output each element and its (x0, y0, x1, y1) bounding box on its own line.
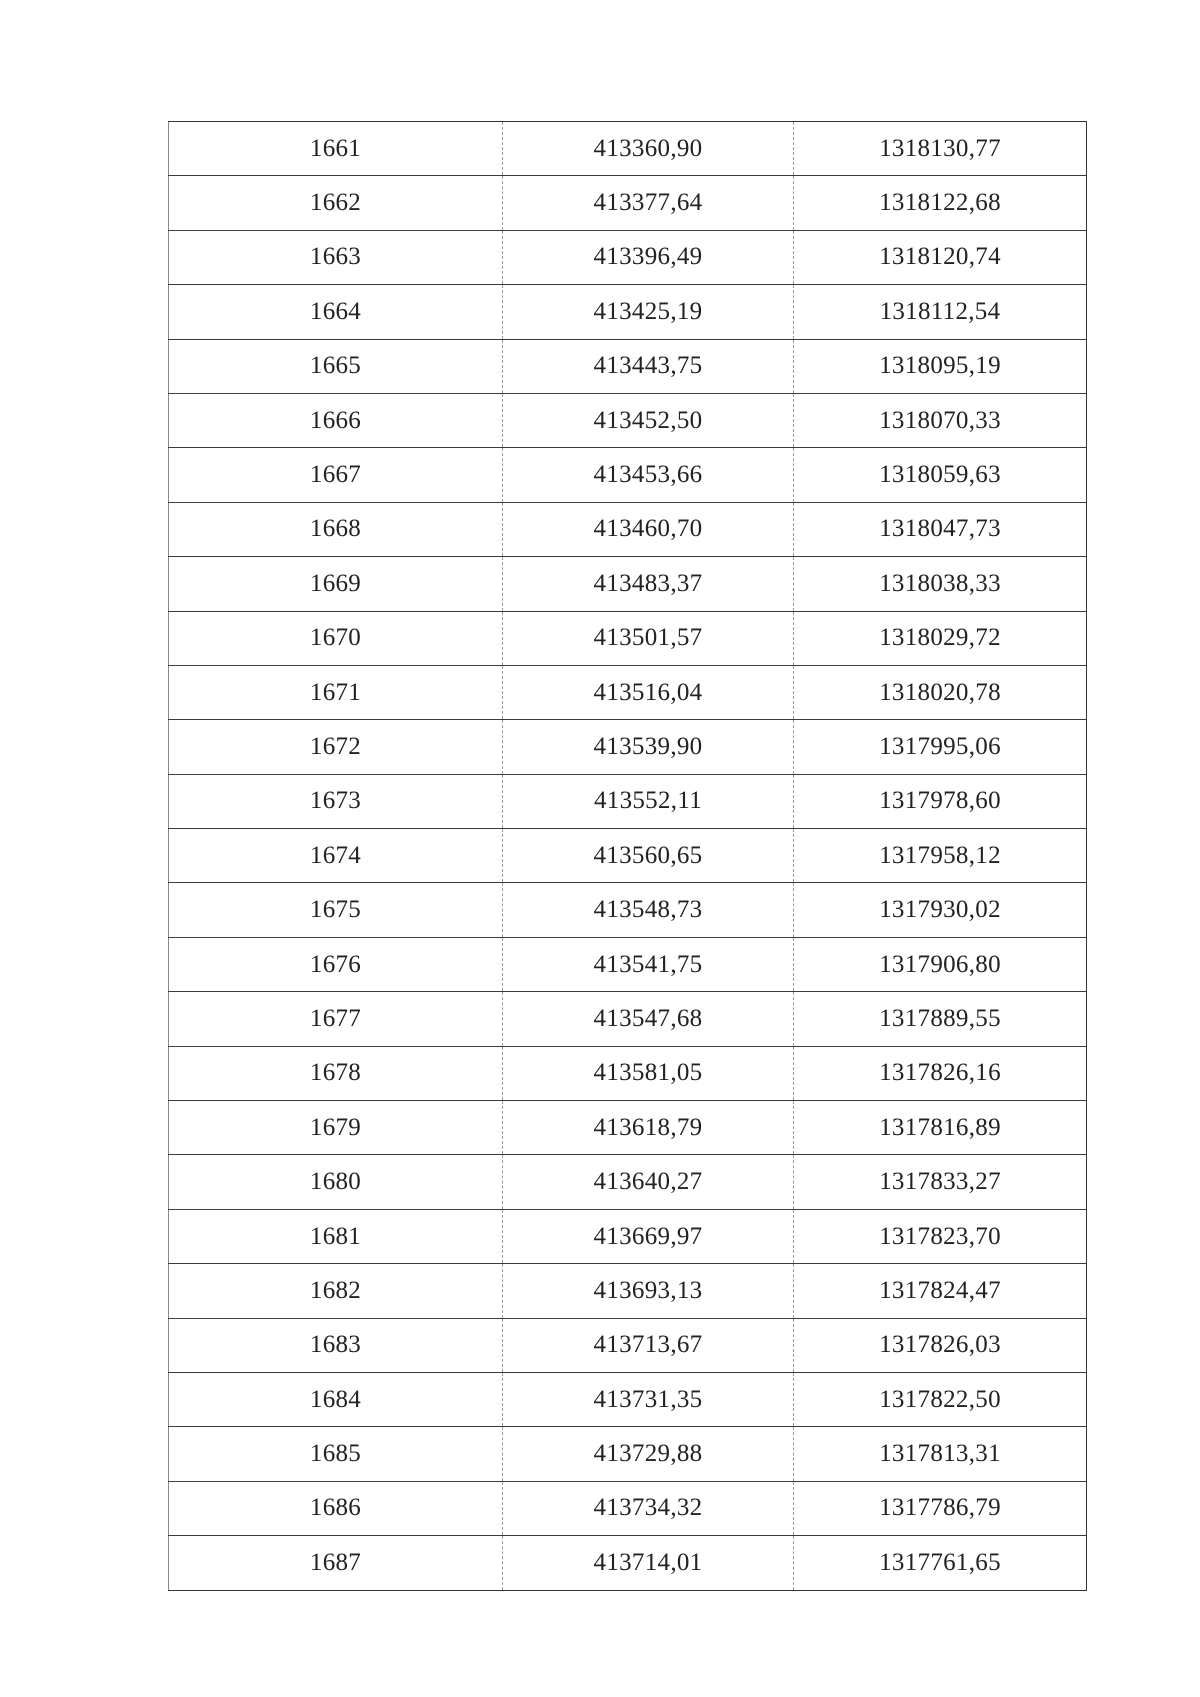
y-coordinate-cell: 1317995,06 (794, 720, 1087, 774)
point-number-cell: 1687 (309, 1548, 362, 1576)
y-coordinate-cell: 1318095,19 (794, 339, 1087, 393)
x-coordinate-cell: 413453,66 (503, 448, 794, 502)
point-number-cell: 1667 (169, 448, 503, 502)
table-row (169, 557, 1087, 611)
x-coordinate-cell: 413360,90 (503, 122, 794, 176)
point-number-cell: 1684 (169, 1372, 503, 1426)
y-coordinate-cell: 1318038,33 (794, 557, 1087, 611)
x-coordinate-cell: 413731,35 (503, 1372, 794, 1426)
table-row (169, 122, 1087, 176)
table-row (169, 774, 1087, 828)
table-row (169, 1209, 1087, 1263)
x-coordinate-cell: 413552,11 (503, 774, 794, 828)
x-coordinate-cell: 413460,70 (503, 502, 794, 556)
y-coordinate-cell: 1317930,02 (794, 883, 1087, 937)
table-row (169, 448, 1087, 502)
table-row (169, 1046, 1087, 1100)
table-row (169, 502, 1087, 556)
x-coordinate-cell: 413581,05 (503, 1046, 794, 1100)
x-coordinate-cell: 413548,73 (503, 883, 794, 937)
point-number-cell: 1662 (169, 176, 503, 230)
point-number-cell: 1682 (169, 1264, 503, 1318)
table-row (169, 992, 1087, 1046)
point-number-cell: 1674 (169, 829, 503, 883)
point-number-cell: 1670 (169, 611, 503, 665)
point-number-cell: 1663 (169, 230, 503, 284)
y-coordinate-cell: 1317889,55 (794, 992, 1087, 1046)
y-coordinate-cell: 1318130,77 (794, 122, 1087, 176)
point-number-cell: 1680 (169, 1155, 503, 1209)
y-coordinate-cell: 1317761,65 (794, 1536, 1087, 1590)
x-coordinate-cell: 413541,75 (503, 937, 794, 991)
point-number-cell: 1669 (169, 557, 503, 611)
point-number-cell: 1677 (169, 992, 503, 1046)
y-coordinate-cell: 1317958,12 (794, 829, 1087, 883)
y-coordinate-cell: 1317823,70 (794, 1209, 1087, 1263)
table-row (169, 285, 1087, 339)
table-row (169, 829, 1087, 883)
y-coordinate-cell: 1317824,47 (794, 1264, 1087, 1318)
y-coordinate-cell: 1317826,03 (794, 1318, 1087, 1372)
x-coordinate-cell: 413618,79 (503, 1101, 794, 1155)
table-row (169, 339, 1087, 393)
table-row (169, 1481, 1087, 1535)
point-number-cell: 1681 (169, 1209, 503, 1263)
point-number-cell: 1678 (169, 1046, 503, 1100)
table-row (169, 1536, 1087, 1590)
table-row (169, 720, 1087, 774)
table-row (169, 1264, 1087, 1318)
point-number-cell: 1679 (169, 1101, 503, 1155)
point-number-cell: 1668 (169, 502, 503, 556)
x-coordinate-cell: 413483,37 (503, 557, 794, 611)
coordinates-table (168, 121, 1087, 1591)
y-coordinate-cell: 1317833,27 (794, 1155, 1087, 1209)
x-coordinate-cell: 413501,57 (503, 611, 794, 665)
point-number-cell: 1675 (169, 883, 503, 937)
table-row (169, 883, 1087, 937)
point-number-cell: 1665 (169, 339, 503, 393)
x-coordinate-cell: 413396,49 (503, 230, 794, 284)
point-number-cell: 1686 (169, 1481, 503, 1535)
table-row (169, 1427, 1087, 1481)
point-number-cell: 1685 (169, 1427, 503, 1481)
coordinates-table-body (169, 122, 1087, 1591)
x-coordinate-cell: 413452,50 (503, 393, 794, 447)
x-coordinate-cell: 413547,68 (503, 992, 794, 1046)
x-coordinate-cell: 413377,64 (503, 176, 794, 230)
table-row (169, 1101, 1087, 1155)
x-coordinate-cell: 413539,90 (503, 720, 794, 774)
x-coordinate-cell: 413734,32 (503, 1481, 794, 1535)
point-number-cell: 1672 (169, 720, 503, 774)
y-coordinate-cell: 1318112,54 (794, 285, 1087, 339)
x-coordinate-cell: 413560,65 (503, 829, 794, 883)
x-coordinate-cell: 413729,88 (503, 1427, 794, 1481)
table-row (169, 937, 1087, 991)
y-coordinate-cell: 1318047,73 (794, 502, 1087, 556)
table-row (169, 665, 1087, 719)
y-coordinate-cell: 1317822,50 (794, 1372, 1087, 1426)
y-coordinate-cell: 1317906,80 (794, 937, 1087, 991)
y-coordinate-cell: 1317813,31 (794, 1427, 1087, 1481)
table-row (169, 611, 1087, 665)
point-number-cell: 1664 (169, 285, 503, 339)
point-number-cell: 1683 (169, 1318, 503, 1372)
y-coordinate-cell: 1317786,79 (794, 1481, 1087, 1535)
y-coordinate-cell: 1318122,68 (794, 176, 1087, 230)
x-coordinate-cell: 413669,97 (503, 1209, 794, 1263)
table-row (169, 1155, 1087, 1209)
y-coordinate-cell: 1317978,60 (794, 774, 1087, 828)
x-coordinate-cell: 413640,27 (503, 1155, 794, 1209)
table-row (169, 393, 1087, 447)
y-coordinate-cell: 1318070,33 (794, 393, 1087, 447)
table-row (169, 1372, 1087, 1426)
y-coordinate-cell: 1317826,16 (794, 1046, 1087, 1100)
table-row (169, 176, 1087, 230)
y-coordinate-cell: 1318059,63 (794, 448, 1087, 502)
table-row (169, 1318, 1087, 1372)
x-coordinate-cell: 413714,01 (503, 1536, 794, 1590)
x-coordinate-cell: 413713,67 (503, 1318, 794, 1372)
y-coordinate-cell: 1318020,78 (794, 665, 1087, 719)
x-coordinate-cell: 413425,19 (503, 285, 794, 339)
point-number-cell: 1661 (169, 122, 503, 176)
y-coordinate-cell: 1318120,74 (794, 230, 1087, 284)
point-number-cell: 1671 (169, 665, 503, 719)
table-row (169, 230, 1087, 284)
x-coordinate-cell: 413443,75 (503, 339, 794, 393)
y-coordinate-cell: 1317816,89 (794, 1101, 1087, 1155)
point-number-cell: 1666 (169, 393, 503, 447)
x-coordinate-cell: 413516,04 (503, 665, 794, 719)
point-number-cell: 1676 (169, 937, 503, 991)
x-coordinate-cell: 413693,13 (503, 1264, 794, 1318)
y-coordinate-cell: 1318029,72 (794, 611, 1087, 665)
point-number-cell: 1673 (169, 774, 503, 828)
